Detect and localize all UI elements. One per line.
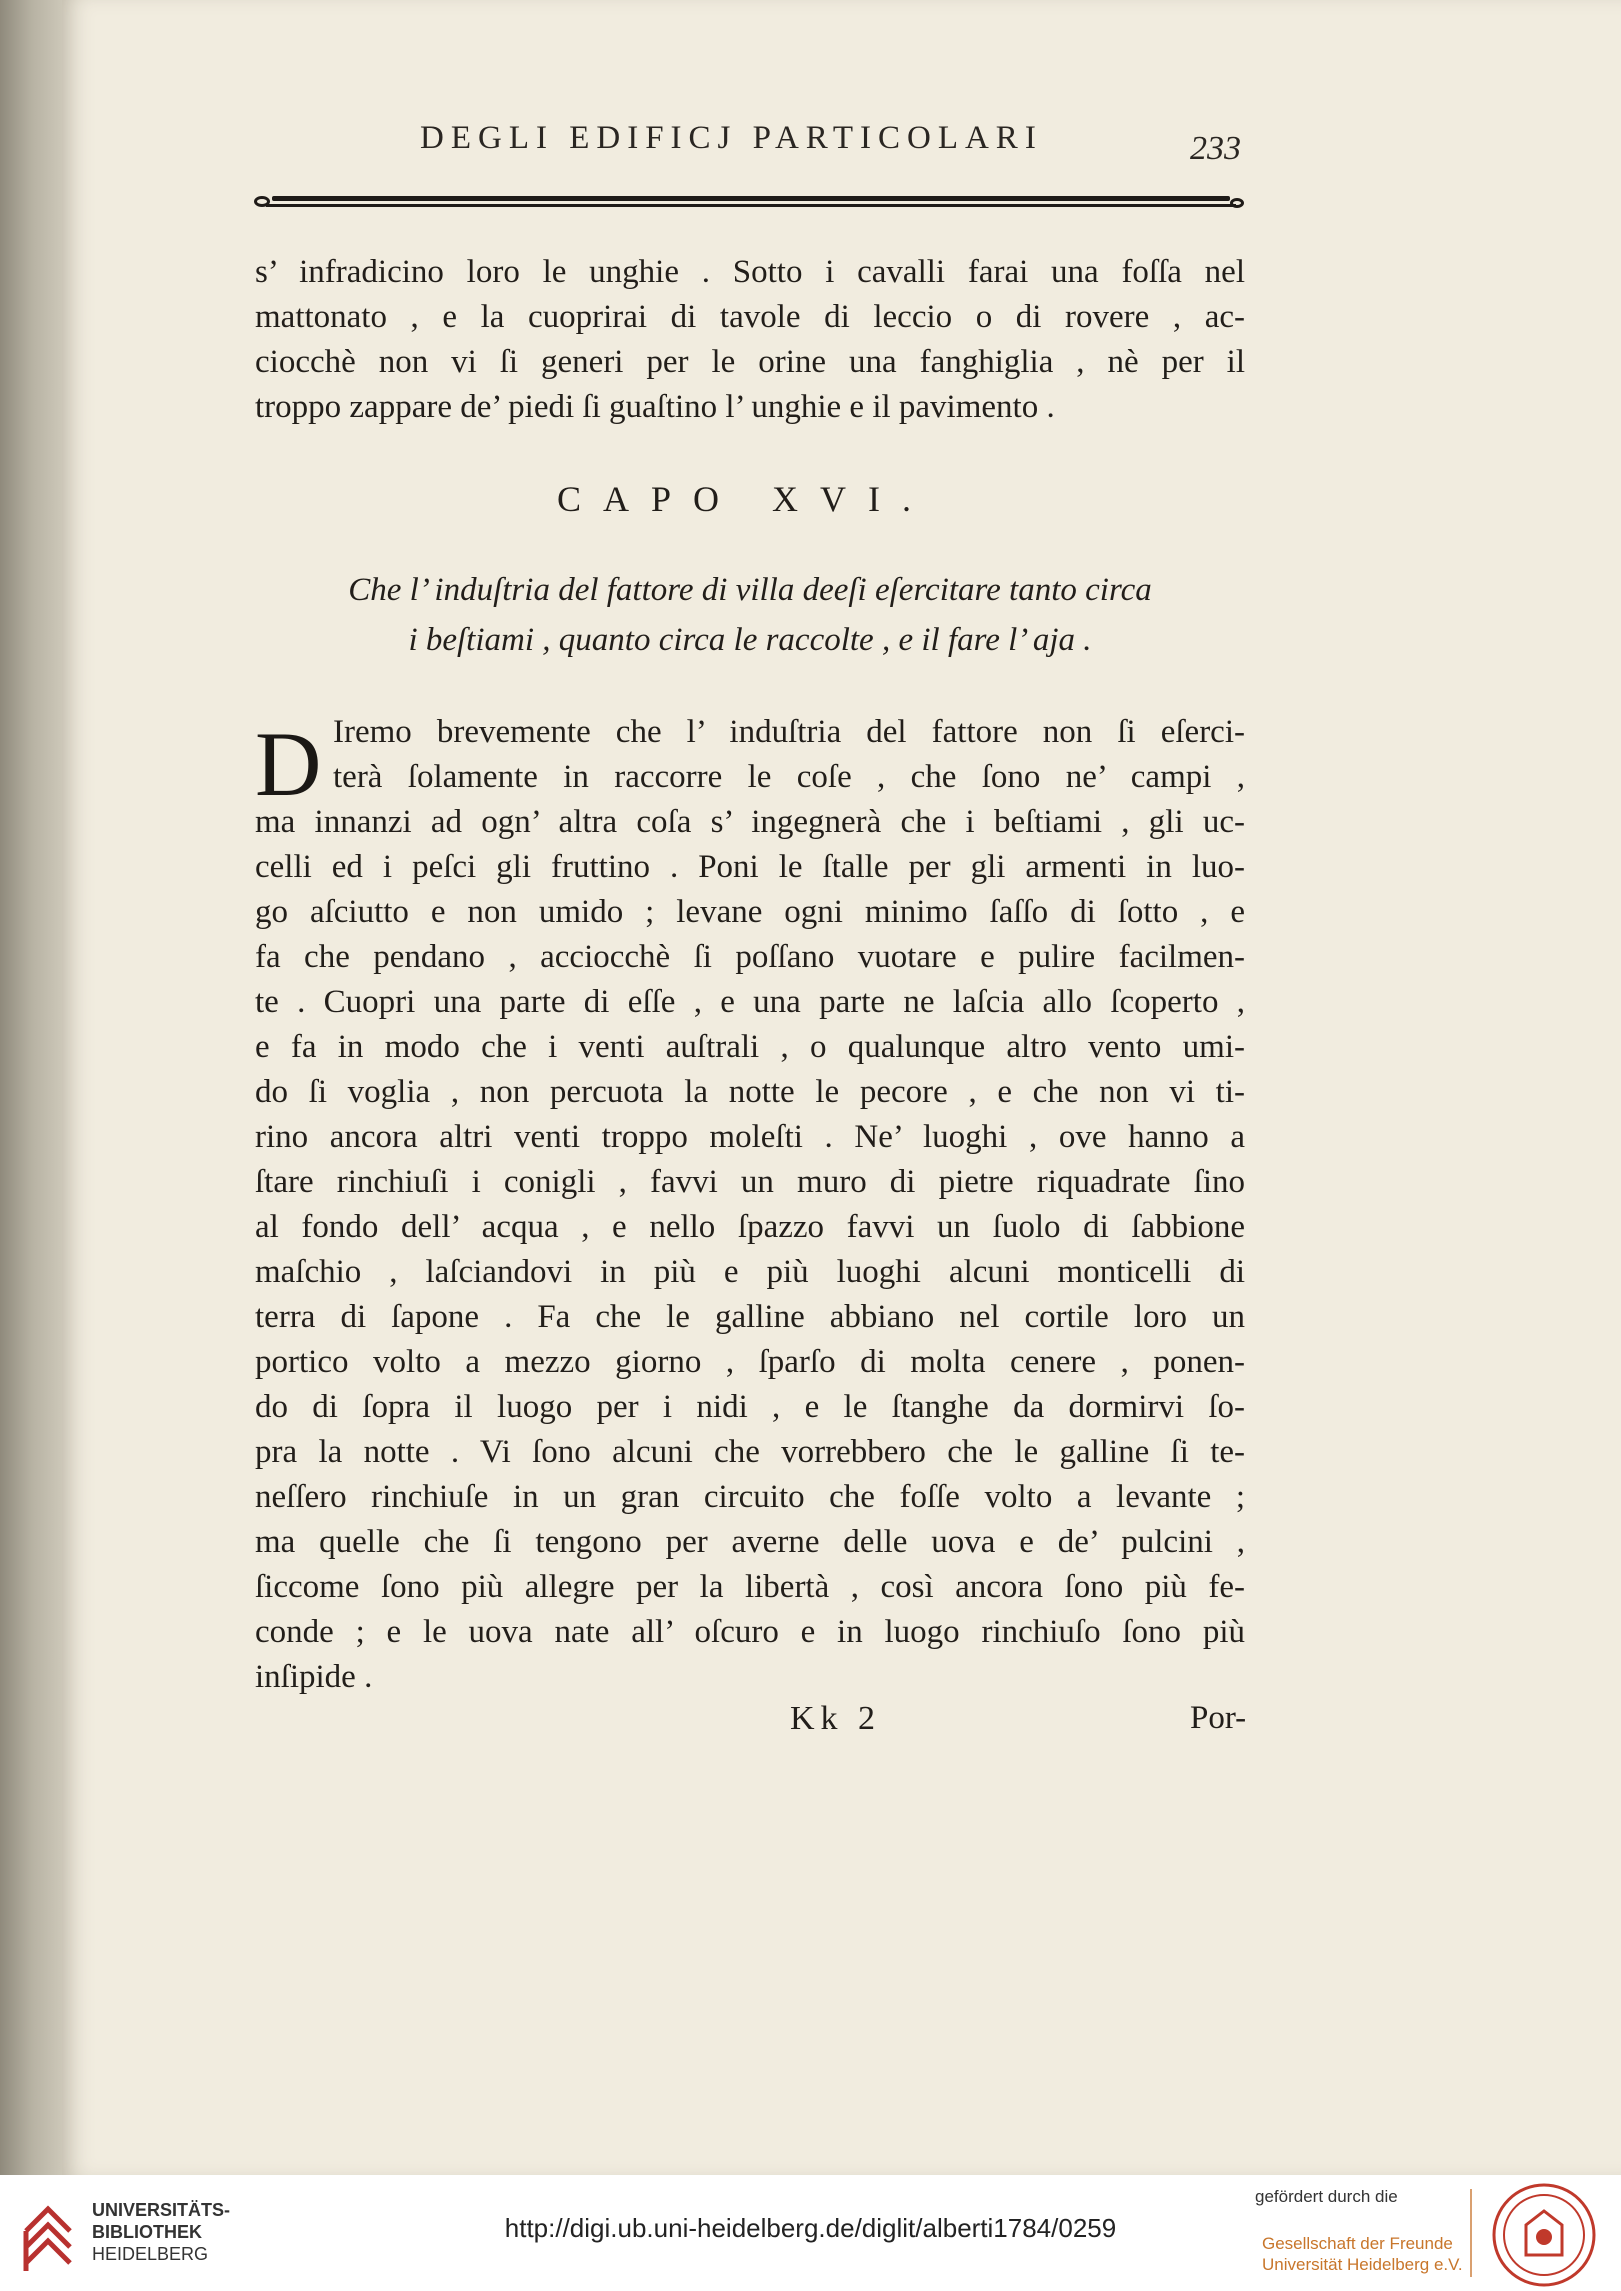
text-line: do ſi voglia , non percuota la notte le pecore , e che non vi ti- [255,1074,1245,1110]
chapter-subtitle [280,565,1220,665]
sponsor-name-line: Gesellschaft der Freunde [1262,2234,1453,2253]
page-number: 233 [1190,130,1241,167]
sponsor-divider [1470,2189,1472,2277]
top-paragraph [255,250,1245,430]
text-line: maſchio , laſciandovi in più e più luoghi alcuni monticelli di [255,1254,1245,1290]
text-line: te . Cuopri una parte di eſſe , e una parte ne laſcia allo ſcoperto , [255,984,1245,1020]
library-name-line: BIBLIOTHEK [92,2222,202,2242]
subtitle-line: Che l’ induſtria del fattore di villa deeſi eſercitare tanto circa [348,572,1152,608]
library-name-line: HEIDELBERG [92,2244,209,2264]
text-line: ciocchè non vi ſi generi per le orine una fanghiglia , nè per il [255,344,1245,380]
catchword: Por- [1190,1700,1247,1736]
ornamental-rule [254,196,1244,210]
sponsor-name[interactable] [1262,2233,1463,2275]
signature-mark: Kk 2 [790,1700,882,1737]
rule-bar-bottom [266,204,1236,207]
text-line: do di ſopra il luogo per i nidi , e le ſtanghe da dormirvi ſo- [255,1389,1245,1425]
text-line: s’ infradicino loro le unghie . Sotto i cavalli farai una foſſa nel [255,254,1245,290]
text-line: portico volto a mezzo giorno , ſparſo di molta cenere , ponen- [255,1344,1245,1380]
library-name-line: UNIVERSITÄTS- [92,2200,231,2220]
body-paragraph [255,710,1245,1700]
text-line: ſiccome ſono più allegre per la libertà , così ancora ſono più fe- [255,1569,1245,1605]
text-line: go aſciutto e non umido ; levane ogni minimo ſaſſo di ſotto , e [255,894,1245,930]
text-line: fa che pendano , acciocchè ſi poſſano vuotare e pulire facilmen- [255,939,1245,975]
text-line: neſſero rinchiuſe in un gran circuito che foſſe volto a levante ; [255,1479,1245,1515]
text-line: ſtare rinchiuſi i conigli , favvi un muro di pietre riquadrate ſino [255,1164,1245,1200]
rule-bar-top [272,196,1230,201]
text-line: inſipide . [255,1659,373,1695]
running-title: DEGLI EDIFICJ PARTICOLARI [420,120,1043,156]
drop-cap: D [255,713,322,815]
viewer-footer [0,2175,1621,2291]
text-line: rino ancora altri venti troppo moleſti . Ne’ luoghi , ove hanno a [255,1119,1245,1155]
sponsor-label: gefördert durch die [1255,2187,1398,2206]
sponsor-name-line: Universität Heidelberg e.V. [1262,2255,1463,2274]
text-line: troppo zappare de’ piedi ſi guaſtino l’ unghie e il pavimento . [255,389,1055,425]
permalink-url[interactable]: http://digi.ub.uni-heidelberg.de/diglit/alberti1784/0259 [504,2213,1117,2243]
chapter-heading: CAPO XVI. [556,479,933,519]
text-line: terà ſolamente in raccorre le coſe , che ſono ne’ campi , [333,759,1245,795]
text-line: Iremo brevemente che l’ induſtria del fattore non ſi eſerci- [333,714,1245,750]
rule-end-right [1230,198,1244,208]
text-line: al fondo dell’ acqua , e nello ſpazzo favvi un ſuolo di ſabbione [255,1209,1245,1245]
text-line: terra di ſapone . Fa che le galline abbiano nel cortile loro un [255,1299,1245,1335]
text-line: e fa in modo che i venti auſtrali , o qualunque altro vento umi- [255,1029,1245,1065]
text-line: ma innanzi ad ogn’ altra coſa s’ ingegnerà che i beſtiami , gli uc- [255,804,1245,840]
university-seal-icon [1490,2181,1598,2289]
subtitle-line: i beſtiami , quanto circa le raccolte , e il fare l’ aja . [408,622,1092,658]
text-line: conde ; e le uova nate all’ oſcuro e in luogo rinchiuſo ſono più [255,1614,1245,1650]
text-line: mattonato , e la cuoprirai di tavole di leccio o di rovere , ac- [255,299,1245,335]
text-line: ma quelle che ſi tengono per averne delle uova e de’ pulcini , [255,1524,1245,1560]
text-line: pra la notte . Vi ſono alcuni che vorrebbero che le galline ſi te- [255,1434,1245,1470]
text-line: celli ed i peſci gli fruttino . Poni le ſtalle per gli armenti in luo- [255,849,1245,885]
